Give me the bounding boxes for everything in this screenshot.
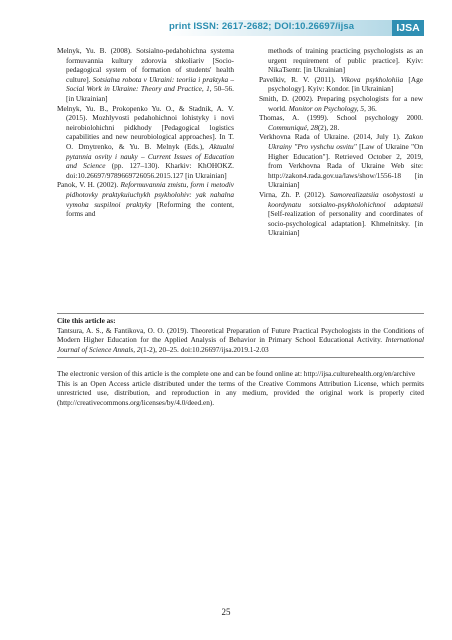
issn-doi-line: print ISSN: 2617-2682; DOI:10.26697/ijsa bbox=[169, 21, 355, 32]
reference-item: Thomas, A. (1999). School psychology 2000. Communiqué, 28(2), 28. bbox=[259, 113, 423, 132]
running-header bbox=[57, 20, 424, 36]
citation-box bbox=[57, 313, 424, 358]
reference-item: Panok, V. H. (2002). Reformuvannia zmistu, form i metodiv pidhotovky praktykuiuchykh psykholohiv: yak nahalna vymoha suspilnoi praktyky [Reforming the content, forms and bbox=[57, 180, 234, 219]
license-notice bbox=[57, 369, 424, 407]
references-left-column bbox=[57, 46, 234, 219]
citation-heading: Cite this article as: bbox=[57, 316, 116, 325]
reference-item: Melnyk, Yu. B., Prokopenko Yu. O., & Stadnik, A. V. (2015). Mozhlyvosti pedahohichnoi lohistyky i novi neirobiolohichni pidkhody [Pedagogical logistics capabilities and new neurobiological approaches]. In T. O. Dmytrenko, & Yu. B. Melnyk (Eds.), Aktualni pytannia osvity i nauky – Current Issues of Education and Science (pp. 127–130). Kharkiv: KhOHOKZ. doi:10.26697/9789669726056.2015.127 [in Ukrainian] bbox=[57, 103, 234, 180]
journal-badge: IJSA bbox=[392, 20, 424, 36]
online-version-note: The electronic version of this article is the complete one and can be found online at: http://ijsa.culturehealth.org/en/archive bbox=[57, 369, 416, 378]
page-number: 25 bbox=[221, 607, 231, 617]
reference-item: Virna, Zh. P. (2012). Samorealizatsiia osobystosti u koordynatu sotsialno-psykholohichnoi adaptatsii [Self-realization of personality and coordinates of socio-psychological adaptation]. Khmelnitsky. [in Ukrainian] bbox=[259, 189, 424, 238]
references-right-column bbox=[259, 46, 423, 238]
reference-item: Smith, D. (2002). Preparing psychologists for a new world. Monitor on Psychology, 5, 36. bbox=[259, 93, 423, 113]
open-access-statement: This is an Open Access article distributed under the terms of the Creative Commons Attribution License, which permits unrestricted use, distribution, and reproduction in any medium, provided the original work is properly cited (http://creativecommons.org/licenses/by/4.0/deed.en). bbox=[57, 378, 424, 407]
reference-item: Verkhovna Rada of Ukraine. (2014, July 1). Zakon Ukrainy "Pro vyshchu osvitu" [Law of Ukraine "On Higher Education"]. Retrieved October 2, 2019, from Verkhovna Rada of Ukraine Web site: http://zakon4.rada.gov.ua/laws/show/1556-18 [in Ukrainian] bbox=[259, 132, 424, 190]
reference-item: Melnyk, Yu. B. (2008). Sotsialno-pedahohichna systema formuvannia kultury zdorovia shkoliariv [Socio-pedagogical system of formation of students' health culture]. Sotsialna robota v Ukraini: teoriia i praktyka – Social Work in Ukraine: Theory and Practice, 1, 50–56. [in Ukrainian] bbox=[57, 46, 235, 103]
citation-text: Tantsura, A. S., & Fantikova, O. O. (2019). Theoretical Preparation of Future Practical Psychologists in the Conditions of Modern Higher Education for the Applied Analysis of Behavior in Primary School Educational Activity. International Journal of Science Annals, 2(1-2), 20–25. doi:10.26697/ijsa.2019.1-2.03 bbox=[57, 325, 424, 354]
reference-continuation: methods of training practicing psychologists as an urgent requirement of public practice]. Kyiv: NikaTsentr. [in Ukrainian] bbox=[268, 46, 423, 75]
reference-item: Pavelkiv, R. V. (2011). Vikova psykholohiia [Age psychology]. Kyiv: Kondor. [in Ukrainian] bbox=[259, 74, 423, 94]
